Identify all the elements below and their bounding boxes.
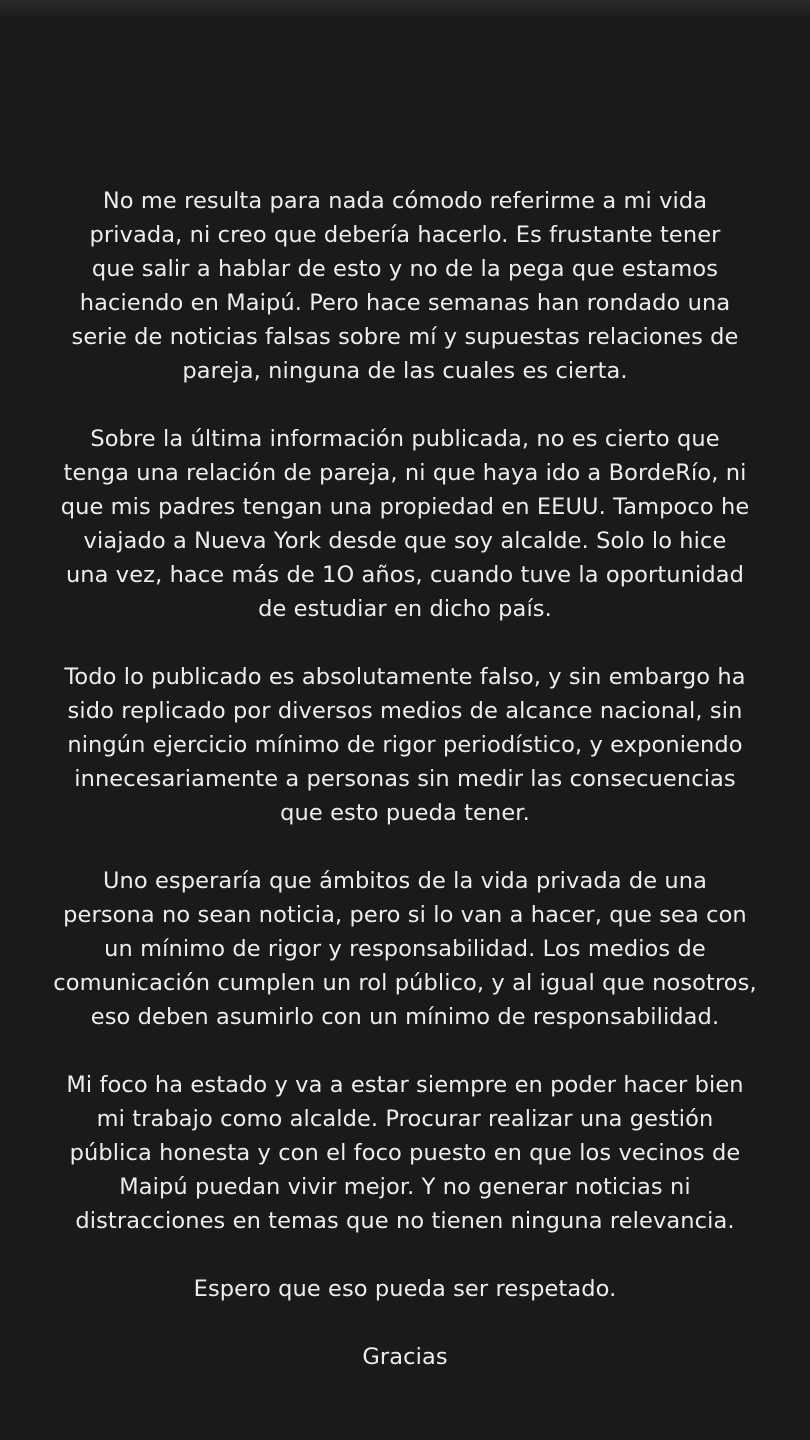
text-line: Mi foco ha estado y va a estar siempre en poder hacer bien [66,1072,744,1098]
text-line: sido replicado por diversos medios de alcance nacional, sin [67,698,743,724]
text-line: mi trabajo como alcalde. Procurar realizar una gestión [96,1106,714,1132]
text-line: serie de noticias falsas sobre mí y supuestas relaciones de [71,324,739,350]
text-line: No me resulta para nada cómodo referirme a mi vida [102,188,708,214]
text-line: persona no sean noticia, pero si lo van a hacer, que sea con [63,902,747,928]
text-line: Gracias [362,1344,448,1370]
text-line: viajado a Nueva York desde que soy alcalde. Solo lo hice [83,528,727,554]
text-line: pareja, ninguna de las cuales es cierta. [182,358,628,384]
text-line: una vez, hace más de 1O años, cuando tuve la oportunidad [65,562,745,588]
text-line: Sobre la última información publicada, no es cierto que [90,426,720,452]
paragraph-false-reports [40,660,770,830]
statement-text [40,184,770,1374]
text-line: tenga una relación de pareja, ni que haya ido a BordeRío, ni [63,460,747,486]
paragraph-latest-information [40,422,770,626]
paragraph-thanks [40,1340,770,1374]
text-line: que esto pueda tener. [280,800,530,826]
text-line: privada, ni creo que debería hacerlo. Es frustante tener [89,222,721,248]
paragraph-media-responsibility [40,864,770,1034]
text-line: distracciones en temas que no tienen ninguna relevancia. [75,1208,735,1234]
text-line: que salir a hablar de esto y no de la pega que estamos [91,256,719,282]
paragraph-privacy-intro [40,184,770,388]
text-line: Maipú puedan vivir mejor. Y no generar noticias ni [119,1174,691,1200]
text-line: Todo lo publicado es absolutamente falso, y sin embargo ha [64,664,746,690]
paragraph-respect [40,1272,770,1306]
text-line: que mis padres tengan una propiedad en EEUU. Tampoco he [60,494,750,520]
text-line: un mínimo de rigor y responsabilidad. Los medios de [104,936,706,962]
text-line: comunicación cumplen un rol público, y al igual que nosotros, [53,970,757,996]
text-line: de estudiar en dicho país. [258,596,552,622]
text-line: haciendo en Maipú. Pero hace semanas han rondado una [79,290,731,316]
text-line: eso deben asumirlo con un mínimo de responsabilidad. [90,1004,720,1030]
text-line: ningún ejercicio mínimo de rigor periodístico, y exponiendo [67,732,743,758]
text-line: Uno esperaría que ámbitos de la vida privada de una [102,868,708,894]
text-line: innecesariamente a personas sin medir las consecuencias [74,766,736,792]
paragraph-focus [40,1068,770,1238]
text-line: pública honesta y con el foco puesto en que los vecinos de [69,1140,741,1166]
text-line: Espero que eso pueda ser respetado. [193,1276,617,1302]
story-progress-bar [0,0,810,16]
